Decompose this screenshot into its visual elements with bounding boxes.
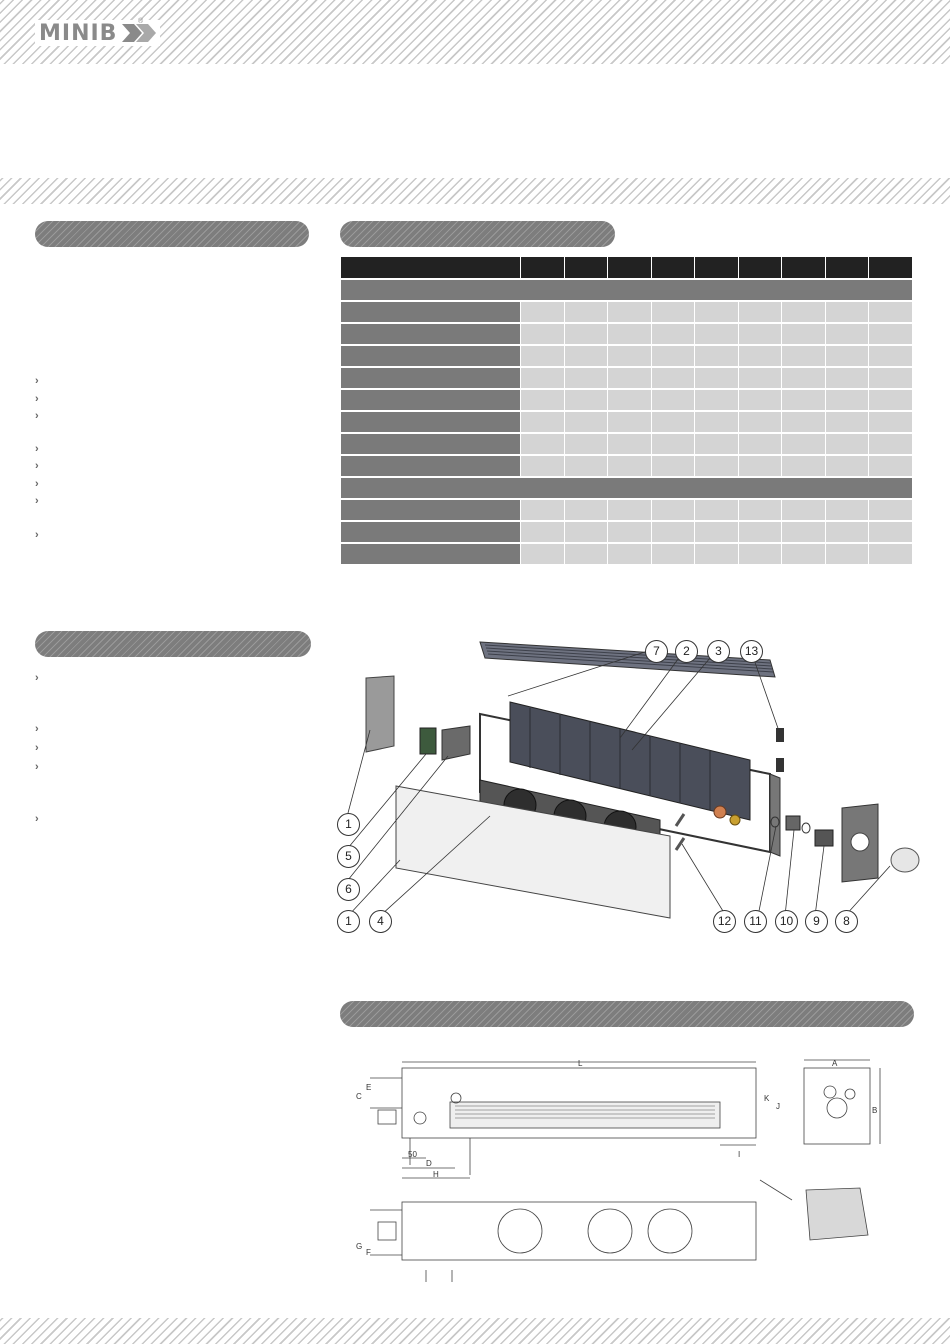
table-cell <box>608 521 652 543</box>
control-box <box>420 728 436 754</box>
table-cell <box>651 301 695 323</box>
table-header-row <box>341 257 913 279</box>
end-view-body <box>804 1068 870 1144</box>
table-cell <box>564 389 608 411</box>
bullet-marker: › <box>35 495 39 507</box>
table-cell <box>738 499 782 521</box>
table-cell <box>825 543 869 565</box>
table-cell <box>521 301 565 323</box>
callout-number: 4 <box>369 910 392 933</box>
table-cell <box>521 411 565 433</box>
table-group-cell <box>341 279 913 301</box>
table-cell <box>608 455 652 477</box>
dim-label-J: J <box>776 1102 780 1111</box>
table-cell <box>782 345 826 367</box>
table-cell <box>825 521 869 543</box>
table-header-cell <box>608 257 652 279</box>
table-cell <box>869 345 913 367</box>
table-cell <box>782 455 826 477</box>
table-row-label <box>341 433 521 455</box>
callout-number: 3 <box>707 640 730 663</box>
table-cell <box>608 345 652 367</box>
table-cell <box>564 345 608 367</box>
table-cell <box>869 433 913 455</box>
table-cell <box>738 345 782 367</box>
table-cell <box>869 411 913 433</box>
table-cell <box>564 367 608 389</box>
bullet-marker: › <box>35 410 39 422</box>
table-cell <box>782 367 826 389</box>
table-header-cell <box>738 257 782 279</box>
bullet-marker: › <box>35 742 39 754</box>
table-cell <box>608 499 652 521</box>
stud <box>776 728 784 742</box>
table-cell <box>521 433 565 455</box>
table-row-label <box>341 323 521 345</box>
table-group-row <box>341 279 913 301</box>
table-cell <box>521 323 565 345</box>
table-cell <box>608 323 652 345</box>
table-cell <box>521 543 565 565</box>
stud <box>776 758 784 772</box>
table-cell <box>869 521 913 543</box>
table-header-cell <box>782 257 826 279</box>
table-cell <box>695 323 739 345</box>
bullet-marker: › <box>35 813 39 825</box>
table-row <box>341 301 913 323</box>
callout-number: 7 <box>645 640 668 663</box>
table-cell <box>869 499 913 521</box>
screw <box>676 814 684 826</box>
table-row <box>341 389 913 411</box>
table-cell <box>782 389 826 411</box>
brand-name: MINIB <box>39 20 118 46</box>
table-cell <box>825 411 869 433</box>
table-cell <box>782 323 826 345</box>
dimension-drawing <box>340 1050 920 1300</box>
table-cell <box>695 345 739 367</box>
table-cell <box>695 389 739 411</box>
callout-number: 5 <box>337 845 360 868</box>
callout-number: 2 <box>675 640 698 663</box>
table-cell <box>608 433 652 455</box>
table-cell <box>651 433 695 455</box>
table-row <box>341 367 913 389</box>
table-cell <box>608 411 652 433</box>
table-cell <box>869 323 913 345</box>
table-cell <box>738 455 782 477</box>
table-cell <box>564 455 608 477</box>
dim-label-L: L <box>578 1059 583 1068</box>
bullet-marker: › <box>35 723 39 735</box>
table-cell <box>521 389 565 411</box>
table-cell <box>651 323 695 345</box>
table-cell <box>521 521 565 543</box>
brand-mark-icon <box>120 22 156 44</box>
table-cell <box>608 367 652 389</box>
callout-number: 6 <box>337 878 360 901</box>
table-cell <box>782 411 826 433</box>
bullet-marker: › <box>35 672 39 684</box>
table-cell <box>738 433 782 455</box>
callout-number: 1 <box>337 910 360 933</box>
table-cell <box>651 455 695 477</box>
table-cell <box>564 499 608 521</box>
dim-label-F: F <box>366 1248 371 1257</box>
table-header-cell <box>695 257 739 279</box>
table-cell <box>521 455 565 477</box>
table-cell <box>782 499 826 521</box>
table-cell <box>651 521 695 543</box>
dim-label-G: G <box>356 1242 363 1251</box>
table-cell <box>825 367 869 389</box>
table-cell <box>695 411 739 433</box>
dim-label-A: A <box>832 1059 838 1068</box>
valve-body <box>815 830 833 846</box>
table-row-label <box>341 521 521 543</box>
fitting <box>786 816 800 830</box>
dim-label-50: 50 <box>408 1150 417 1159</box>
table-cell <box>782 521 826 543</box>
table-row-label <box>341 345 521 367</box>
table-cell <box>564 521 608 543</box>
table-cell <box>738 543 782 565</box>
table-header-cell <box>341 257 521 279</box>
table-row <box>341 411 913 433</box>
table-cell <box>825 455 869 477</box>
table-row-label <box>341 301 521 323</box>
table-row <box>341 521 913 543</box>
table-cell <box>564 323 608 345</box>
table-cell <box>825 301 869 323</box>
table-group-cell <box>341 477 913 499</box>
section-bar-left-top <box>35 221 309 247</box>
screw <box>676 838 684 850</box>
table-cell <box>738 367 782 389</box>
callout-number: 1 <box>337 813 360 836</box>
section-bar-right-top <box>340 221 615 247</box>
footer-hatch-band <box>0 1318 950 1344</box>
table-cell <box>825 345 869 367</box>
table-cell <box>869 543 913 565</box>
table-row-label <box>341 543 521 565</box>
table-header-cell <box>564 257 608 279</box>
table-cell <box>521 345 565 367</box>
callout-number: 9 <box>805 910 828 933</box>
separator-hatch-band <box>0 178 950 204</box>
bullet-marker: › <box>35 460 39 472</box>
callout-number: 11 <box>744 910 767 933</box>
table-cell <box>564 433 608 455</box>
exploded-product-drawing <box>330 630 930 940</box>
table-row <box>341 345 913 367</box>
bullet-marker: › <box>35 529 39 541</box>
o-ring <box>802 823 810 833</box>
callout-number: 8 <box>835 910 858 933</box>
table-cell <box>608 301 652 323</box>
dim-label-B: B <box>872 1106 878 1115</box>
bullet-marker: › <box>35 761 39 773</box>
table-cell <box>825 499 869 521</box>
dim-label-I: I <box>738 1150 741 1159</box>
table-row-label <box>341 389 521 411</box>
table-row <box>341 543 913 565</box>
table-row-label <box>341 411 521 433</box>
bracket <box>442 726 470 760</box>
callout-number: 10 <box>775 910 798 933</box>
table-cell <box>651 389 695 411</box>
table-cell <box>869 301 913 323</box>
table-cell <box>564 301 608 323</box>
table-header-cell <box>521 257 565 279</box>
dim-label-K: K <box>764 1094 770 1103</box>
table-cell <box>695 433 739 455</box>
bullet-marker: › <box>35 443 39 455</box>
table-row-label <box>341 455 521 477</box>
table-cell <box>564 411 608 433</box>
table-header-cell <box>869 257 913 279</box>
end-cap-left <box>366 676 394 752</box>
table-group-row <box>341 477 913 499</box>
table-cell <box>869 389 913 411</box>
top-grille <box>480 642 775 677</box>
spec-table <box>341 257 913 566</box>
table-cell <box>564 543 608 565</box>
registered-mark: ® <box>138 18 144 25</box>
dim-label-C: C <box>356 1092 362 1101</box>
bullet-marker: › <box>35 393 39 405</box>
table-cell <box>738 521 782 543</box>
table-cell <box>521 367 565 389</box>
table-cell <box>608 543 652 565</box>
section-bar-right-bottom <box>340 1001 914 1027</box>
table-row <box>341 455 913 477</box>
dim-label-H: H <box>433 1170 439 1179</box>
table-cell <box>695 301 739 323</box>
table-cell <box>695 543 739 565</box>
table-cell <box>869 367 913 389</box>
table-cell <box>738 323 782 345</box>
table-row <box>341 433 913 455</box>
table-cell <box>651 345 695 367</box>
table-header-cell <box>651 257 695 279</box>
table-cell <box>869 455 913 477</box>
table-cell <box>521 499 565 521</box>
section-bar-left-bottom <box>35 631 311 657</box>
table-cell <box>738 411 782 433</box>
callout-number: 12 <box>713 910 736 933</box>
table-cell <box>695 521 739 543</box>
table-cell <box>651 543 695 565</box>
callout-number: 13 <box>740 640 763 663</box>
table-cell <box>825 389 869 411</box>
bullet-marker: › <box>35 375 39 387</box>
table-cell <box>695 455 739 477</box>
table-cell <box>738 301 782 323</box>
table-header-cell <box>825 257 869 279</box>
table-cell <box>695 499 739 521</box>
table-cell <box>825 323 869 345</box>
top-view-body <box>402 1202 756 1260</box>
table-cell <box>825 433 869 455</box>
thermostatic-head <box>891 848 919 872</box>
table-cell <box>651 411 695 433</box>
table-row-label <box>341 367 521 389</box>
table-cell <box>782 301 826 323</box>
table-cell <box>782 433 826 455</box>
table-cell <box>738 389 782 411</box>
table-cell <box>608 389 652 411</box>
table-cell <box>651 499 695 521</box>
table-row <box>341 323 913 345</box>
table-cell <box>695 367 739 389</box>
table-cell <box>651 367 695 389</box>
dim-label-D: D <box>426 1159 432 1168</box>
bullet-marker: › <box>35 478 39 490</box>
table-cell <box>782 543 826 565</box>
table-row <box>341 499 913 521</box>
dim-label-E: E <box>366 1083 372 1092</box>
table-row-label <box>341 499 521 521</box>
